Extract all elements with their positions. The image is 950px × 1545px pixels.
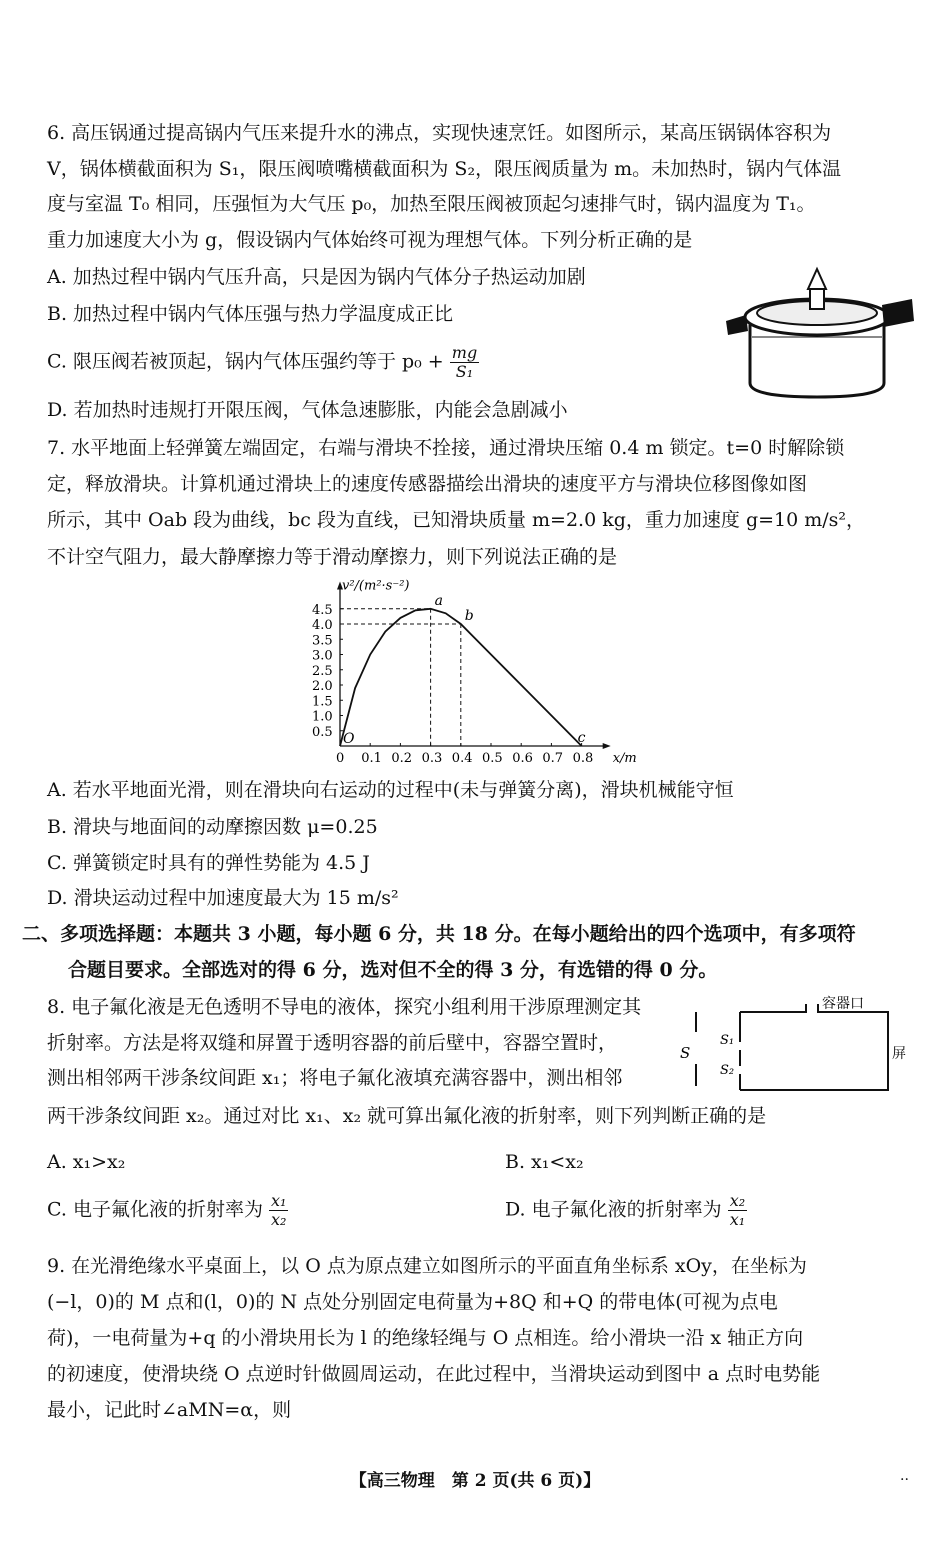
y-tick-label: 2.5 (312, 663, 333, 679)
q9-line-5: 最小，记此时∠aMN=α，则 (47, 1399, 292, 1421)
q7-line-1: 7. 水平地面上轻弹簧左端固定，右端与滑块不拴接，通过滑块压缩 0.4 m 锁定。t=0 时解除锁 (47, 437, 845, 459)
x-tick-label: 0 (336, 751, 345, 766)
q7-option-b: B. 滑块与地面间的动摩擦因数 μ=0.25 (47, 816, 378, 838)
x-tick-label: 0.7 (542, 751, 564, 766)
q8-option-d-text: D. 电子氟化液的折射率为 (505, 1198, 722, 1221)
x-tick-label: 0.5 (482, 751, 503, 766)
section-2-heading-line-2: 合题目要求。全部选对的得 6 分，选对但不全的得 3 分，有选错的得 0 分。 (68, 959, 718, 981)
q8-option-c-fraction (269, 1192, 288, 1229)
q8-line-2: 折射率。方法是将双缝和屏置于透明容器的前后壁中，容器空置时， (47, 1032, 618, 1054)
q6-option-d: D. 若加热时违规打开限压阀，气体急速膨胀，内能会急剧减小 (47, 399, 568, 421)
v-squared-vs-x-chart (300, 578, 660, 774)
section-2-heading-line-1: 二、多项选择题：本题共 3 小题，每小题 6 分，共 18 分。在每小题给出的四个选项中，有多项符 (22, 923, 856, 945)
q7-line-2: 定，释放滑块。计算机通过滑块上的速度传感器描绘出滑块的速度平方与滑块位移图像如图 (47, 473, 808, 495)
q7-line-3: 所示，其中 Oab 段为曲线，bc 段为直线，已知滑块质量 m=2.0 kg，重力加速度 g=10 m/s²， (47, 509, 866, 531)
screen-label: 屏 (892, 1046, 906, 1062)
q8-option-c-text: C. 电子氟化液的折射率为 (47, 1198, 263, 1221)
q8-option-d-numerator: x₂ (729, 1191, 746, 1210)
q7-option-c: C. 弹簧锁定时具有的弹性势能为 4.5 J (47, 852, 370, 874)
point-label-c: c (577, 730, 586, 746)
q6-option-b: B. 加热过程中锅内气体压强与热力学温度成正比 (47, 303, 454, 325)
q6-line-2: V，锅体横截面积为 S₁，限压阀喷嘴横截面积为 S₂，限压阀质量为 m。未加热时，锅内气体温 (47, 158, 842, 180)
q6-option-c-numerator: mg (451, 343, 478, 362)
q6-option-c-fraction (450, 344, 479, 381)
x-axis-label: x/m (612, 751, 637, 766)
y-tick-label: 1.5 (312, 694, 333, 710)
q8-option-d (505, 1192, 747, 1229)
x-axis-arrow (603, 743, 611, 749)
source-label: S (680, 1044, 691, 1062)
y-tick-label: 2.0 (312, 679, 333, 694)
q9-line-3: 荷)，一电荷量为+q 的小滑块用长为 l 的绝缘轻绳与 O 点相连。给小滑块一沿 x 轴正方向 (47, 1327, 804, 1349)
x-tick-label: 0.1 (361, 751, 382, 766)
q7-line-4: 不计空气阻力，最大静摩擦力等于滑动摩擦力，则下列说法正确的是 (47, 546, 618, 568)
q8-option-a: A. x₁>x₂ (47, 1151, 126, 1173)
q6-line-3: 度与室温 T₀ 相同，压强恒为大气压 p₀，加热至限压阀被顶起匀速排气时，锅内温度为 T₁。 (47, 193, 816, 215)
q6-option-c-denominator: S₁ (455, 362, 474, 381)
q8-line-3: 测出相邻两干涉条纹间距 x₁；将电子氟化液填充满容器中，测出相邻 (47, 1067, 623, 1089)
y-tick-label: 3.5 (312, 633, 333, 649)
container-opening-label: 容器口 (822, 996, 864, 1012)
point-label-b: b (464, 608, 474, 624)
q6-line-4: 重力加速度大小为 g，假设锅内气体始终可视为理想气体。下列分析正确的是 (47, 229, 693, 251)
q6-line-1: 6. 高压锅通过提高锅内气压来提升水的沸点，实现快速烹饪。如图所示，某高压锅锅体容积为 (47, 122, 832, 144)
footer-dots: .. (900, 1468, 909, 1484)
q7-option-d: D. 滑块运动过程中加速度最大为 15 m/s² (47, 887, 399, 909)
q7-option-a: A. 若水平地面光滑，则在滑块向右运动的过程中(未与弹簧分离)，滑块机械能守恒 (47, 779, 734, 801)
q9-line-1: 9. 在光滑绝缘水平桌面上，以 O 点为原点建立如图所示的平面直角坐标系 xOy，在坐标为 (47, 1255, 807, 1277)
q8-option-d-fraction (728, 1192, 747, 1229)
q9-line-2: (−l，0)的 M 点和(l，0)的 N 点处分别固定电荷量为+8Q 和+Q 的带电体(可视为点电 (47, 1291, 778, 1313)
y-axis-label: v²/(m²·s⁻²) (342, 578, 410, 594)
y-tick-label: 3.0 (312, 648, 333, 664)
q8-line-4: 两干涉条纹间距 x₂。通过对比 x₁、x₂ 就可算出氟化液的折射率，则下列判断正确的是 (47, 1105, 767, 1127)
x-tick-label: 0.3 (421, 751, 443, 766)
pressure-cooker-illustration (722, 265, 917, 405)
point-label-a: a (434, 592, 443, 609)
y-tick-label: 4.5 (312, 602, 333, 618)
point-label-O: O (343, 731, 355, 747)
y-tick-label: 0.5 (312, 724, 333, 740)
page-footer: 【高三物理 第 2 页(共 6 页)】 (349, 1471, 601, 1491)
q8-option-c-numerator: x₁ (271, 1191, 287, 1210)
y-tick-label: 1.0 (312, 709, 333, 725)
q6-option-a: A. 加热过程中锅内气压升高，只是因为锅内气体分子热运动加剧 (47, 266, 586, 288)
q8-option-c (47, 1192, 288, 1229)
q9-line-4: 的初速度，使滑块绕 O 点逆时针做圆周运动，在此过程中，当滑块运动到图中 a 点时电势能 (47, 1363, 821, 1385)
q6-option-c (47, 344, 479, 381)
q6-option-c-text: C. 限压阀若被顶起，锅内气体压强约等于 p₀ + (47, 350, 444, 373)
q8-option-c-denominator: x₂ (271, 1210, 287, 1229)
q8-option-b: B. x₁<x₂ (505, 1151, 584, 1173)
y-tick-label: 4.0 (312, 618, 333, 633)
slit-1-label: S₁ (720, 1033, 735, 1048)
x-tick-label: 0.2 (391, 751, 413, 766)
x-tick-label: 0.8 (572, 751, 594, 766)
q8-option-d-denominator: x₁ (729, 1210, 746, 1229)
slit-2-label: S₂ (720, 1063, 735, 1078)
double-slit-container-diagram (678, 992, 918, 1092)
x-tick-label: 0.4 (451, 751, 473, 766)
x-tick-label: 0.6 (512, 751, 533, 766)
q8-line-1: 8. 电子氟化液是无色透明不导电的液体，探究小组利用干涉原理测定其 (47, 996, 642, 1018)
